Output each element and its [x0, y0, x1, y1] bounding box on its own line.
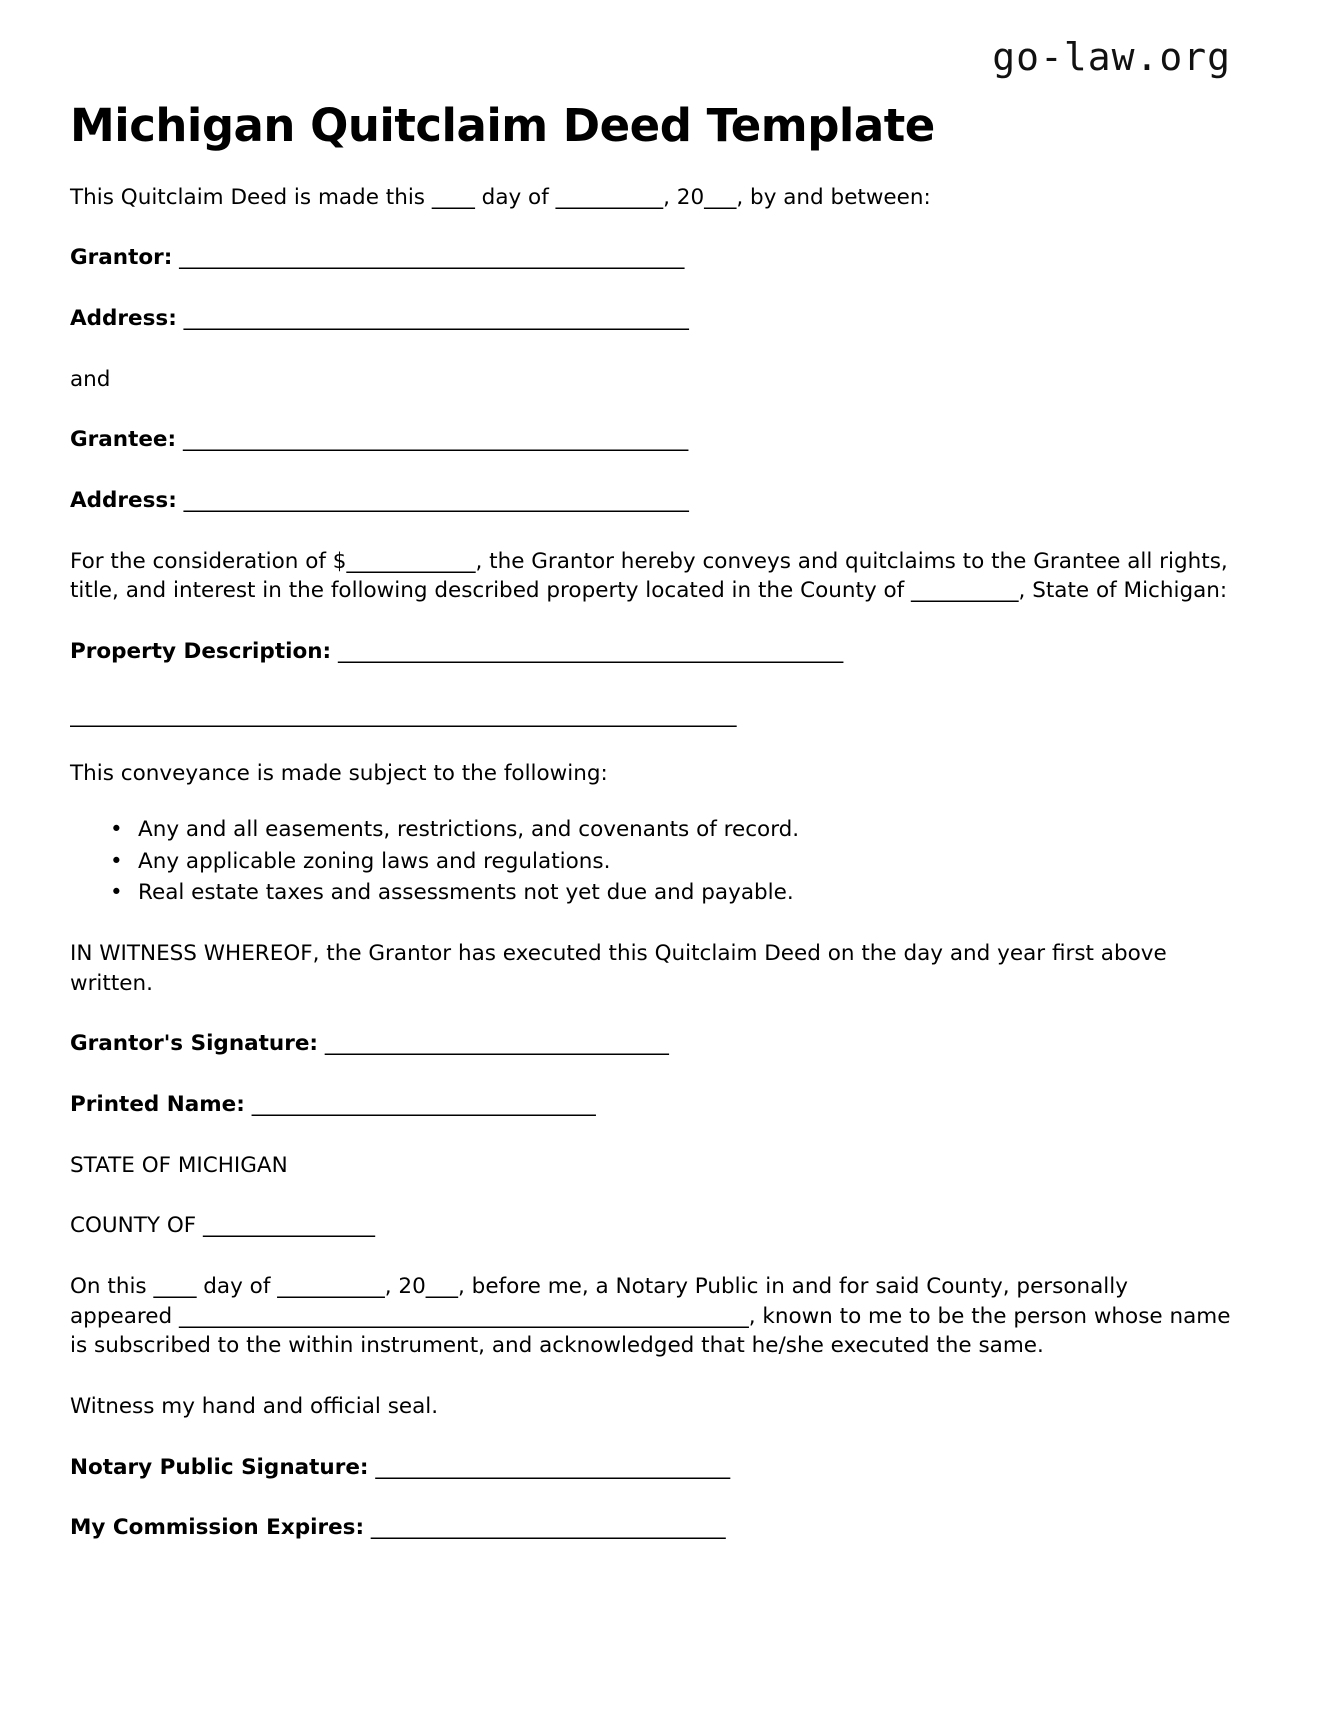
grantee-address-field	[70, 486, 1236, 516]
grantor-signature-blank: ________________________________	[318, 1031, 669, 1057]
witness-seal-line: Witness my hand and official seal.	[70, 1393, 439, 1419]
grantor-blank: _______________________________________________	[172, 245, 685, 271]
notary-signature-field	[70, 1453, 1236, 1483]
county-line: COUNTY OF ________________	[70, 1213, 375, 1239]
conveyance-intro: This conveyance is made subject to the following:	[70, 761, 608, 787]
page-title: Michigan Quitclaim Deed Template	[70, 99, 935, 152]
notary-acknowledgment: On this ____ day of __________, 20___, before me, a Notary Public in and for said County, personally appeared _____________________________________________________, known to me to be the person whose name is subscribed to the within instrument, and acknowledged that he/she executed the same.	[70, 1274, 1231, 1359]
commission-expires-blank: _________________________________	[364, 1515, 726, 1541]
consideration-paragraph: For the consideration of $____________, the Grantor hereby conveys and quitclaims to the Grantee all rights, title, and interest in the following described property located in the County of __________, State of Michigan:	[70, 548, 1228, 604]
list-item: • Any and all easements, restrictions, and covenants of record.	[138, 815, 1236, 845]
property-description-blank: _______________________________________________	[331, 639, 844, 664]
property-description-label: Property Description:	[70, 639, 332, 664]
printed-name-blank: ________________________________	[244, 1092, 596, 1118]
notary-signature-label: Notary Public Signature:	[70, 1454, 369, 1480]
property-description-second-line: ______________________________________________________________	[70, 702, 737, 728]
grantor-address-field	[70, 304, 1236, 334]
property-description-field	[70, 637, 1236, 667]
grantor-signature-field	[70, 1029, 1236, 1059]
grantee-address-blank: _______________________________________________	[176, 488, 689, 514]
commission-expires-field	[70, 1513, 1236, 1543]
printed-name-label: Printed Name:	[70, 1092, 245, 1118]
conditions-list	[70, 815, 1236, 908]
list-item: • Real estate taxes and assessments not yet due and payable.	[138, 878, 1236, 908]
grantor-label: Grantor:	[70, 245, 173, 271]
grantee-blank: _______________________________________________	[176, 427, 689, 453]
grantor-address-label: Address:	[70, 306, 177, 332]
grantor-field	[70, 243, 1236, 273]
printed-name-field	[70, 1090, 1236, 1120]
state-line: STATE OF MICHIGAN	[70, 1152, 288, 1178]
notary-signature-blank: _________________________________	[368, 1454, 731, 1480]
grantee-label: Grantee:	[70, 427, 177, 453]
intro-paragraph: This Quitclaim Deed is made this ____ day of __________, 20___, by and between:	[70, 184, 931, 210]
grantee-field	[70, 425, 1236, 455]
grantee-address-label: Address:	[70, 488, 177, 514]
witness-clause: IN WITNESS WHEREOF, the Grantor has executed this Quitclaim Deed on the day and year first above written.	[70, 941, 1167, 996]
grantor-address-blank: _______________________________________________	[176, 306, 689, 332]
commission-expires-label: My Commission Expires:	[70, 1515, 365, 1541]
grantor-signature-label: Grantor's Signature:	[70, 1031, 319, 1057]
and-connector: and	[70, 366, 111, 392]
list-item: • Any applicable zoning laws and regulations.	[138, 847, 1236, 877]
site-watermark: go-law.org	[992, 35, 1231, 79]
